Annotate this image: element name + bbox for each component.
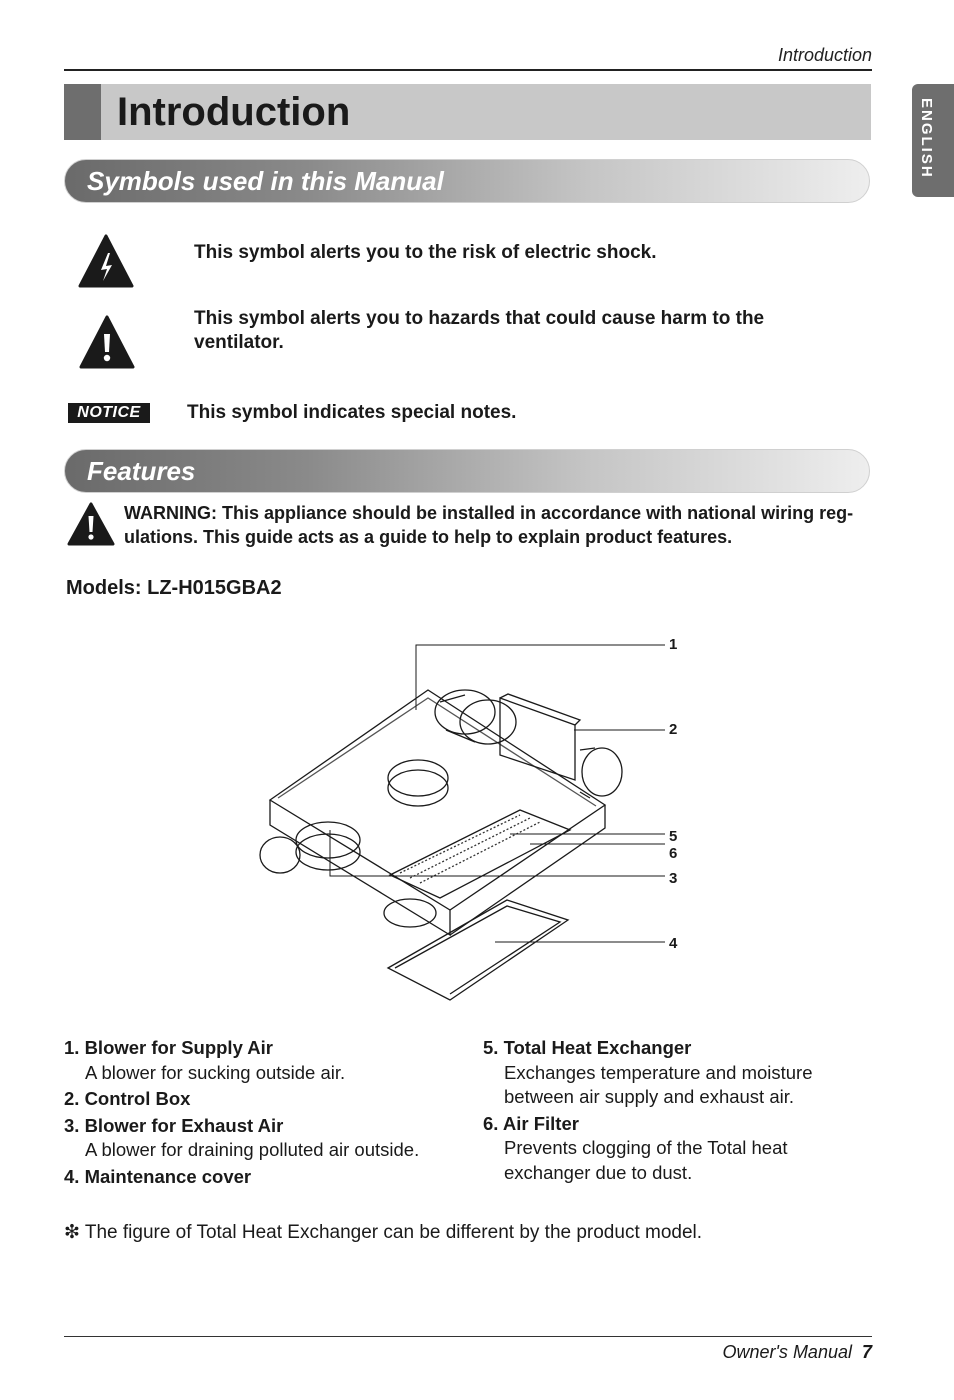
symbols-section-heading: Symbols used in this Manual xyxy=(87,166,444,196)
feature-description: Exchanges temperature and moisture between air supply and exhaust air. xyxy=(504,1061,813,1107)
supply-blower xyxy=(388,760,448,796)
exhaust-duct xyxy=(582,748,622,796)
feature-description: Prevents clogging of the Total heat exchanger due to dust. xyxy=(504,1137,788,1183)
callout-5: 5 xyxy=(669,828,678,845)
callout-4: 4 xyxy=(669,935,678,952)
list-item xyxy=(483,1036,873,1110)
page-number: 7 xyxy=(861,1342,872,1362)
warning-icon xyxy=(67,502,115,546)
feature-title: 2. Control Box xyxy=(64,1088,191,1109)
list-item xyxy=(483,1112,873,1186)
feature-title: 5. Total Heat Exchanger xyxy=(483,1037,692,1058)
leader-line-1 xyxy=(416,645,665,710)
warning-text: WARNING: This appliance should be installed in accordance with national wiring reg-ulations. This guide acts as a guide to help to explain product features. xyxy=(124,503,854,547)
title-accent xyxy=(64,84,101,140)
heat-exchanger-core xyxy=(390,810,570,898)
list-item xyxy=(64,1114,474,1163)
hazard-warning-icon xyxy=(78,314,136,370)
notice-badge: NOTICE xyxy=(68,403,150,423)
feature-title: 1. Blower for Supply Air xyxy=(64,1037,274,1058)
footnote: ❇ The figure of Total Heat Exchanger can be different by the product model. xyxy=(64,1222,703,1243)
language-tab-label: ENGLISH xyxy=(918,98,935,179)
header-rule xyxy=(64,69,872,71)
list-item xyxy=(64,1087,474,1112)
product-diagram xyxy=(250,630,690,1010)
exhaust-blower xyxy=(296,822,360,858)
feature-title: 3. Blower for Exhaust Air xyxy=(64,1114,284,1136)
callout-2: 2 xyxy=(669,721,678,738)
feature-list-right xyxy=(483,1036,873,1187)
feature-description: A blower for draining polluted air outside. xyxy=(85,1139,420,1160)
electric-shock-warning-icon xyxy=(77,233,135,289)
supply-duct xyxy=(435,690,495,734)
list-item xyxy=(64,1036,474,1085)
features-section-heading: Features xyxy=(87,456,196,486)
feature-description: A blower for sucking outside air. xyxy=(85,1061,346,1083)
housing-outline xyxy=(270,690,605,910)
page-footer xyxy=(722,1342,872,1363)
features-section-heading-bar xyxy=(64,449,870,493)
symbols-section-heading-bar xyxy=(64,159,870,203)
callout-1: 1 xyxy=(669,636,678,653)
feature-title: 4. Maintenance cover xyxy=(64,1165,252,1187)
footer-rule xyxy=(64,1336,872,1337)
callout-6: 6 xyxy=(669,845,678,862)
feature-title: 6. Air Filter xyxy=(483,1112,579,1134)
model-number: Models: LZ-H015GBA2 xyxy=(66,577,282,599)
page-title: Introduction xyxy=(117,90,351,134)
electric-shock-symbol-text: This symbol alerts you to the risk of electric shock. xyxy=(194,242,657,263)
hazard-symbol-text: This symbol alerts you to hazards that could cause harm to the ventilator. xyxy=(194,308,765,353)
list-item xyxy=(64,1165,474,1190)
notice-symbol-text: This symbol indicates special notes. xyxy=(187,402,517,423)
title-bar xyxy=(64,84,871,140)
footer-label: Owner's Manual xyxy=(722,1342,852,1362)
running-header: Introduction xyxy=(777,45,872,65)
feature-list-left xyxy=(64,1036,474,1191)
leader-line-3 xyxy=(330,830,665,876)
language-tab xyxy=(912,84,954,197)
callout-3: 3 xyxy=(669,870,678,887)
